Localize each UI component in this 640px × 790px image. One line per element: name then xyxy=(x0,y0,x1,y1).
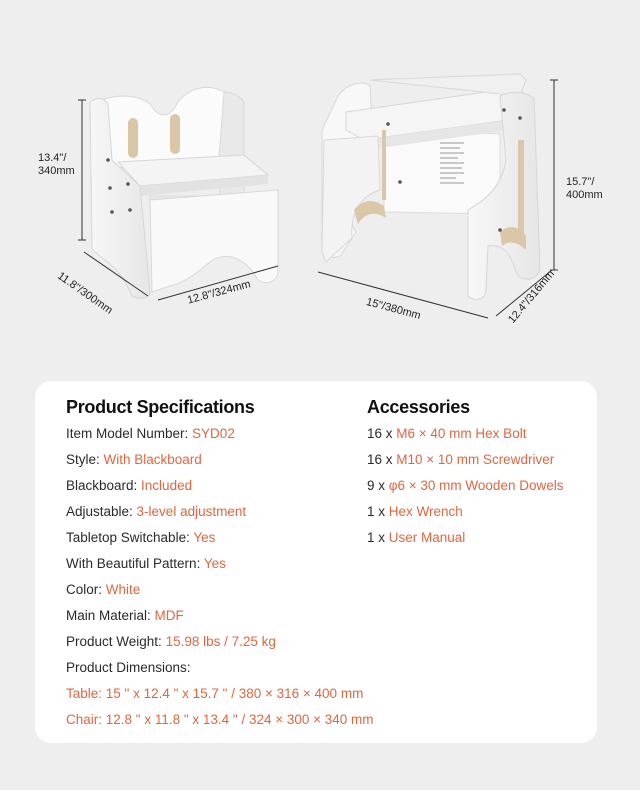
spec-row: Item Model Number: SYD02 xyxy=(66,426,235,441)
spec-row: Product Weight: 15.98 lbs / 7.25 kg xyxy=(66,634,276,649)
spec-card xyxy=(35,381,597,743)
chair-dimensions: Chair: 12.8 " x 11.8 " x 13.4 " / 324 × 300 × 340 mm xyxy=(66,712,374,727)
accessory-item: 1 x User Manual xyxy=(367,530,466,545)
table-height-label: 15.7"/ 400mm xyxy=(566,176,603,201)
furniture-drawing xyxy=(0,0,640,370)
spec-row: Blackboard: Included xyxy=(66,478,193,493)
chair-drawing xyxy=(90,87,278,298)
accessory-item: 16 x M6 × 40 mm Hex Bolt xyxy=(367,426,527,441)
specifications-column xyxy=(66,397,374,737)
spec-row: Adjustable: 3-level adjustment xyxy=(66,504,247,519)
table-depth-label: 12.4"/316mm xyxy=(506,268,558,326)
table-width-label: 15"/380mm xyxy=(364,296,422,323)
table-drawing xyxy=(322,74,540,299)
accessories-heading: Accessories xyxy=(367,397,470,417)
spec-row: Color: White xyxy=(66,582,141,597)
spec-row: Tabletop Switchable: Yes xyxy=(66,530,216,545)
accessory-item: 9 x φ6 × 30 mm Wooden Dowels xyxy=(367,478,564,493)
spec-row: With Beautiful Pattern: Yes xyxy=(66,556,226,571)
specifications-heading: Product Specifications xyxy=(66,397,255,417)
chair-height-label: 13.4"/ 340mm xyxy=(38,152,75,177)
product-illustration xyxy=(0,0,640,370)
chair-width-label: 12.8"/324mm xyxy=(186,278,252,307)
chair-depth-label: 11.8"/300mm xyxy=(55,270,115,317)
accessory-item: 1 x Hex Wrench xyxy=(367,504,463,519)
accessories-column xyxy=(367,397,597,555)
product-dimensions-label: Product Dimensions: xyxy=(66,660,191,675)
spec-row: Style: With Blackboard xyxy=(66,452,202,467)
table-dimensions: Table: 15 " x 12.4 " x 15.7 " / 380 × 316 × 400 mm xyxy=(66,686,364,701)
spec-row: Main Material: MDF xyxy=(66,608,184,623)
accessory-item: 16 x M10 × 10 mm Screwdriver xyxy=(367,452,555,467)
